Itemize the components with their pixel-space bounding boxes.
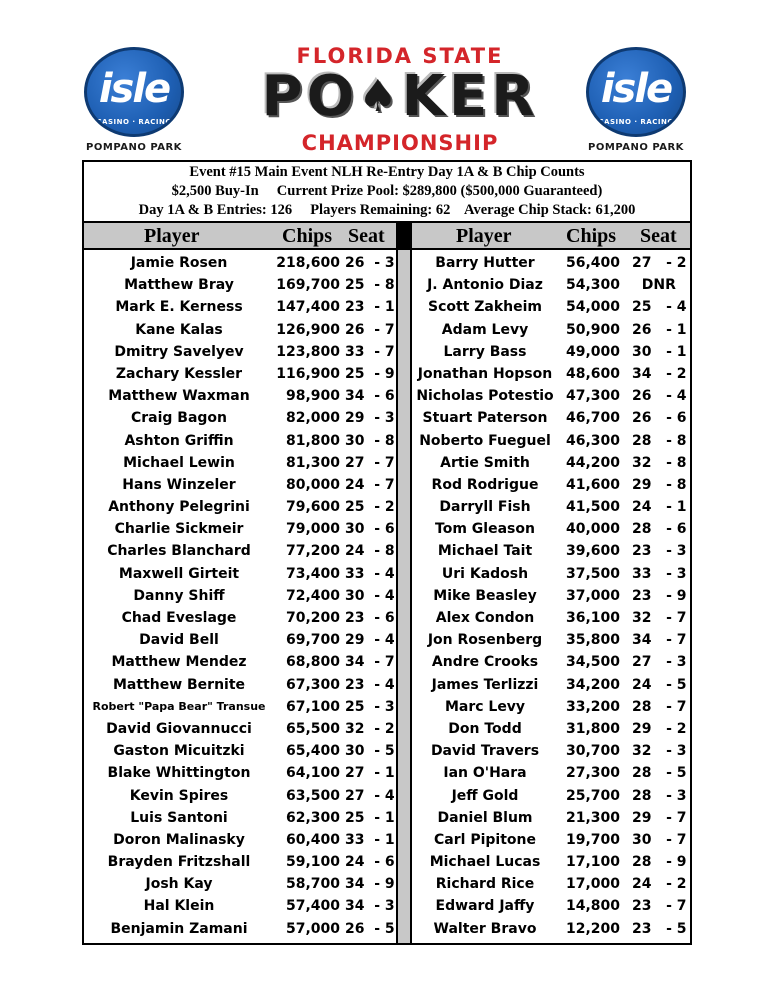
header-player-right: Player [456, 225, 512, 247]
right-player-seat: 23 - 5 [632, 920, 687, 937]
table-row [84, 829, 690, 851]
brand-championship: CHAMPIONSHIP [301, 131, 499, 155]
right-player-seat: 23 - 7 [632, 898, 687, 915]
left-player-name: David Giovannucci [106, 720, 252, 737]
left-player-chips: 68,800 [285, 654, 340, 671]
right-player-seat: 28 - 8 [632, 432, 687, 449]
left-player-chips: 169,700 [276, 277, 340, 294]
right-player-seat: 28 - 9 [632, 854, 687, 871]
table-row [84, 651, 690, 673]
left-player-name: Ashton Griffin [124, 432, 234, 449]
right-player-seat: 24 - 1 [632, 499, 687, 516]
right-player-chips: 19,700 [565, 831, 620, 848]
table-row [84, 629, 690, 651]
left-player-seat: 33 - 1 [345, 831, 395, 848]
table-row [84, 296, 690, 318]
right-player-chips: 34,200 [565, 676, 620, 693]
left-player-chips: 65,400 [285, 743, 340, 760]
left-player-seat: 26 - 3 [345, 255, 395, 271]
left-player-name: Doron Malinasky [113, 831, 245, 848]
table-row [84, 873, 690, 895]
table-header-row [84, 223, 690, 250]
logo-place-label: POMPANO PARK [588, 142, 684, 153]
left-player-chips: 98,900 [285, 388, 340, 405]
right-player-chips: 12,200 [565, 920, 620, 937]
left-player-name: Kane Kalas [135, 321, 223, 338]
isle-logo-subtitle: CASINO · RACING [96, 118, 172, 126]
left-player-seat: 25 - 9 [345, 365, 395, 382]
right-player-chips: 50,900 [565, 321, 620, 338]
right-player-seat: 29 - 2 [632, 720, 687, 737]
left-player-name: Gaston Micuitzki [113, 743, 245, 760]
left-player-seat: 26 - 7 [345, 321, 395, 338]
table-row [84, 740, 690, 762]
right-player-name: J. Antonio Diaz [427, 277, 543, 294]
table-row [84, 518, 690, 540]
right-player-name: Jonathan Hopson [417, 365, 553, 382]
right-player-chips: 34,500 [565, 654, 620, 671]
right-player-chips: 27,300 [565, 765, 620, 782]
header-seat-right: Seat [640, 225, 677, 247]
right-player-seat: 23 - 9 [632, 587, 687, 604]
right-player-chips: 41,500 [565, 499, 620, 516]
table-row [84, 762, 690, 784]
right-player-seat: 33 - 3 [632, 565, 687, 582]
right-player-seat: DNR [632, 277, 676, 294]
left-player-seat: 25 - 1 [345, 809, 395, 826]
left-player-name: Matthew Bernite [112, 676, 246, 693]
table-row [84, 785, 690, 807]
isle-logo-mark: isle [98, 66, 170, 112]
left-player-seat: 26 - 5 [345, 920, 395, 937]
isle-logo-mark: isle [600, 66, 672, 112]
left-player-seat: 34 - 7 [345, 654, 395, 671]
right-player-seat: 28 - 3 [632, 787, 687, 804]
right-player-chips: 40,000 [565, 521, 620, 538]
right-player-chips: 49,000 [565, 343, 620, 360]
left-player-chips: 65,500 [285, 720, 340, 737]
right-player-chips: 44,200 [565, 454, 620, 471]
left-player-seat: 25 - 2 [345, 499, 395, 516]
left-player-name: Charlie Sickmeir [114, 521, 244, 538]
left-player-seat: 32 - 2 [345, 720, 395, 737]
right-player-seat: 29 - 8 [632, 476, 687, 493]
left-player-name: David Bell [139, 632, 219, 649]
left-player-seat: 24 - 8 [345, 543, 395, 560]
left-player-seat: 25 - 8 [345, 277, 395, 294]
left-player-chips: 67,300 [285, 676, 340, 693]
brand-poker-part-a: PO [261, 64, 359, 129]
right-player-name: Jon Rosenberg [427, 632, 543, 649]
left-player-chips: 62,300 [285, 809, 340, 826]
left-player-seat: 27 - 1 [345, 765, 395, 782]
right-player-chips: 30,700 [565, 743, 620, 760]
table-row [84, 807, 690, 829]
left-player-seat: 23 - 1 [345, 299, 395, 316]
left-player-seat: 33 - 7 [345, 343, 395, 360]
right-player-name: Uri Kadosh [441, 565, 529, 582]
right-player-chips: 35,800 [565, 632, 620, 649]
left-player-seat: 30 - 4 [345, 587, 395, 604]
right-player-name: James Terlizzi [431, 676, 539, 693]
right-player-name: Larry Bass [443, 343, 527, 360]
left-player-seat: 23 - 6 [345, 610, 395, 626]
left-player-name: Mark E. Kerness [115, 299, 243, 316]
table-row [84, 452, 690, 474]
right-player-chips: 31,800 [565, 720, 620, 737]
right-player-seat: 28 - 7 [632, 698, 687, 715]
left-player-chips: 73,400 [285, 565, 340, 582]
right-player-seat: 25 - 4 [632, 299, 687, 316]
left-player-chips: 67,100 [285, 698, 340, 715]
table-row [84, 385, 690, 407]
right-player-name: Barry Hutter [435, 255, 535, 271]
right-player-name: Carl Pipitone [434, 831, 536, 848]
event-prize-line: $2,500 Buy-In Current Prize Pool: $289,800 ($500,000 Guaranteed) [171, 183, 603, 199]
right-player-name: Noberto Fueguel [419, 432, 551, 449]
right-player-name: Marc Levy [444, 698, 526, 715]
left-player-chips: 72,400 [285, 587, 340, 604]
left-player-chips: 82,000 [285, 410, 340, 427]
right-player-chips: 36,100 [565, 610, 620, 626]
table-row [84, 363, 690, 385]
right-player-name: Daniel Blum [437, 809, 533, 826]
right-player-seat: 28 - 5 [632, 765, 687, 782]
table-body [84, 252, 690, 940]
right-player-name: Jeff Gold [451, 787, 519, 804]
right-player-name: Ian O'Hara [443, 765, 527, 782]
brand-poker [234, 66, 566, 128]
right-player-seat: 26 - 4 [632, 388, 687, 405]
left-player-name: Matthew Bray [124, 277, 234, 294]
left-player-name: Matthew Waxman [108, 388, 250, 405]
right-player-name: Tom Gleason [435, 521, 535, 538]
left-player-seat: 27 - 7 [345, 454, 395, 471]
left-player-name: Hal Klein [143, 898, 215, 915]
left-player-seat: 34 - 3 [345, 898, 395, 915]
right-player-chips: 54,000 [565, 299, 620, 316]
right-player-name: Darryll Fish [439, 499, 531, 516]
table-row [84, 407, 690, 429]
right-player-name: Alex Condon [435, 610, 535, 626]
table-row [84, 585, 690, 607]
left-player-name: Anthony Pelegrini [108, 499, 250, 516]
left-player-chips: 57,000 [285, 920, 340, 937]
right-player-name: Edward Jaffy [435, 898, 535, 915]
right-player-chips: 37,000 [565, 587, 620, 604]
left-player-chips: 81,800 [285, 432, 340, 449]
brand-florida-state: FLORIDA STATE [296, 44, 504, 68]
table-row [84, 341, 690, 363]
left-player-name: Zachary Kessler [115, 365, 243, 382]
left-player-chips: 63,500 [285, 787, 340, 804]
left-player-chips: 218,600 [276, 255, 340, 271]
right-player-seat: 24 - 2 [632, 876, 687, 893]
right-player-chips: 17,100 [565, 854, 620, 871]
right-player-chips: 47,300 [565, 388, 620, 405]
right-player-name: Adam Levy [441, 321, 529, 338]
right-player-name: Nicholas Potestio [416, 388, 554, 405]
event-title-line: Event #15 Main Event NLH Re-Entry Day 1A & B Chip Counts [189, 164, 585, 180]
table-row [84, 319, 690, 341]
table-row [84, 696, 690, 718]
event-stats-line: Day 1A & B Entries: 126 Players Remaining: 62 Average Chip Stack: 61,200 [138, 202, 636, 218]
right-player-seat: 23 - 3 [632, 543, 687, 560]
left-player-chips: 59,100 [285, 854, 340, 871]
left-player-chips: 69,700 [285, 632, 340, 649]
right-player-name: Richard Rice [435, 876, 535, 893]
right-player-name: Andre Crooks [431, 654, 539, 671]
left-player-name: Matthew Mendez [111, 654, 247, 671]
left-player-seat: 24 - 6 [345, 854, 395, 871]
left-player-seat: 24 - 7 [345, 476, 395, 493]
right-player-name: Michael Lucas [429, 854, 541, 871]
right-player-seat: 26 - 1 [632, 321, 687, 338]
header-seat-left: Seat [348, 225, 385, 247]
right-player-seat: 27 - 3 [632, 654, 687, 671]
right-player-chips: 25,700 [565, 787, 620, 804]
right-player-seat: 24 - 5 [632, 676, 687, 693]
logo-place-label: POMPANO PARK [86, 142, 182, 153]
left-player-chips: 79,600 [285, 499, 340, 516]
left-player-name: Danny Shiff [133, 587, 225, 604]
right-player-seat: 32 - 3 [632, 743, 687, 760]
right-player-name: Don Todd [448, 720, 522, 737]
left-player-chips: 57,400 [285, 898, 340, 915]
left-player-seat: 34 - 9 [345, 876, 395, 893]
right-player-name: David Travers [430, 743, 540, 760]
right-player-chips: 33,200 [565, 698, 620, 715]
table-row [84, 274, 690, 296]
left-player-name: Craig Bagon [130, 410, 228, 427]
left-player-chips: 81,300 [285, 454, 340, 471]
left-player-chips: 64,100 [285, 765, 340, 782]
right-player-seat: 29 - 7 [632, 809, 687, 826]
table-row [84, 430, 690, 452]
table-row [84, 674, 690, 696]
left-player-name: Chad Eveslage [121, 610, 237, 626]
left-player-name: Blake Whittington [107, 765, 251, 782]
right-player-seat: 27 - 2 [632, 255, 687, 271]
right-player-seat: 30 - 7 [632, 831, 687, 848]
left-player-seat: 33 - 4 [345, 565, 395, 582]
left-player-chips: 116,900 [276, 365, 340, 382]
chip-count-table [82, 221, 692, 945]
right-player-chips: 46,300 [565, 432, 620, 449]
left-player-name: Luis Santoni [130, 809, 228, 826]
left-player-seat: 30 - 5 [345, 743, 395, 760]
table-row [84, 474, 690, 496]
right-player-name: Artie Smith [440, 454, 530, 471]
isle-logo-right [586, 47, 686, 153]
isle-logo-disc [586, 47, 686, 137]
left-player-chips: 58,700 [285, 876, 340, 893]
right-player-chips: 56,400 [565, 255, 620, 271]
left-player-chips: 80,000 [285, 476, 340, 493]
left-player-chips: 79,000 [285, 521, 340, 538]
right-player-name: Stuart Paterson [422, 410, 548, 427]
left-player-name: Josh Kay [145, 876, 213, 893]
left-player-name: Robert "Papa Bear" Transue [92, 699, 266, 713]
brand-poker-part-b: KER [401, 64, 539, 129]
right-player-chips: 46,700 [565, 410, 620, 427]
right-player-name: Rod Rodrigue [431, 476, 539, 493]
left-player-name: Michael Lewin [123, 454, 235, 471]
right-player-name: Walter Bravo [433, 920, 537, 937]
left-player-name: Jamie Rosen [130, 255, 228, 271]
column-divider-cap [398, 223, 410, 250]
right-player-name: Mike Beasley [433, 587, 537, 604]
right-player-seat: 34 - 2 [632, 365, 687, 382]
right-player-chips: 14,800 [565, 898, 620, 915]
right-player-chips: 37,500 [565, 565, 620, 582]
left-player-chips: 147,400 [276, 299, 340, 316]
right-player-chips: 17,000 [565, 876, 620, 893]
table-row [84, 563, 690, 585]
table-row [84, 496, 690, 518]
left-player-chips: 60,400 [285, 831, 340, 848]
isle-logo-subtitle: CASINO · RACING [598, 118, 674, 126]
isle-logo-disc [84, 47, 184, 137]
left-player-seat: 30 - 6 [345, 521, 395, 538]
right-player-seat: 34 - 7 [632, 632, 687, 649]
left-player-chips: 77,200 [285, 543, 340, 560]
left-player-name: Hans Winzeler [122, 476, 236, 493]
right-player-seat: 28 - 6 [632, 521, 687, 538]
right-player-seat: 32 - 8 [632, 454, 687, 471]
table-row [84, 607, 690, 629]
isle-logo-left [84, 47, 184, 153]
left-player-chips: 70,200 [285, 610, 340, 626]
table-row [84, 252, 690, 274]
right-player-seat: 32 - 7 [632, 610, 687, 626]
left-player-seat: 23 - 4 [345, 676, 395, 693]
table-row [84, 851, 690, 873]
right-player-name: Scott Zakheim [427, 299, 543, 316]
left-player-name: Charles Blanchard [107, 543, 251, 560]
right-player-chips: 41,600 [565, 476, 620, 493]
left-player-name: Maxwell Girteit [118, 565, 240, 582]
event-info-box [82, 160, 692, 221]
left-player-chips: 126,900 [276, 321, 340, 338]
left-player-seat: 25 - 3 [345, 698, 395, 715]
right-player-chips: 48,600 [565, 365, 620, 382]
right-player-chips: 39,600 [565, 543, 620, 560]
left-player-chips: 123,800 [276, 343, 340, 360]
table-row [84, 895, 690, 917]
header-chips-right: Chips [566, 225, 617, 247]
right-player-chips: 21,300 [565, 809, 620, 826]
right-player-seat: 30 - 1 [632, 343, 687, 360]
table-row [84, 718, 690, 740]
left-player-seat: 27 - 4 [345, 787, 395, 804]
right-player-chips: 54,300 [565, 277, 620, 294]
left-player-name: Benjamin Zamani [110, 920, 248, 937]
left-player-seat: 34 - 6 [345, 388, 395, 405]
right-player-name: Michael Tait [437, 543, 533, 560]
left-player-name: Kevin Spires [129, 787, 229, 804]
table-row [84, 540, 690, 562]
spade-icon: ♠ [358, 71, 402, 122]
left-player-seat: 29 - 3 [345, 410, 395, 427]
header-player-left: Player [144, 225, 200, 247]
left-player-name: Dmitry Savelyev [114, 343, 244, 360]
left-player-seat: 29 - 4 [345, 632, 395, 649]
header-chips-left: Chips [282, 225, 333, 247]
right-player-seat: 26 - 6 [632, 410, 687, 427]
table-row [84, 918, 690, 940]
left-player-name: Brayden Fritzshall [107, 854, 251, 871]
left-player-seat: 30 - 8 [345, 432, 395, 449]
